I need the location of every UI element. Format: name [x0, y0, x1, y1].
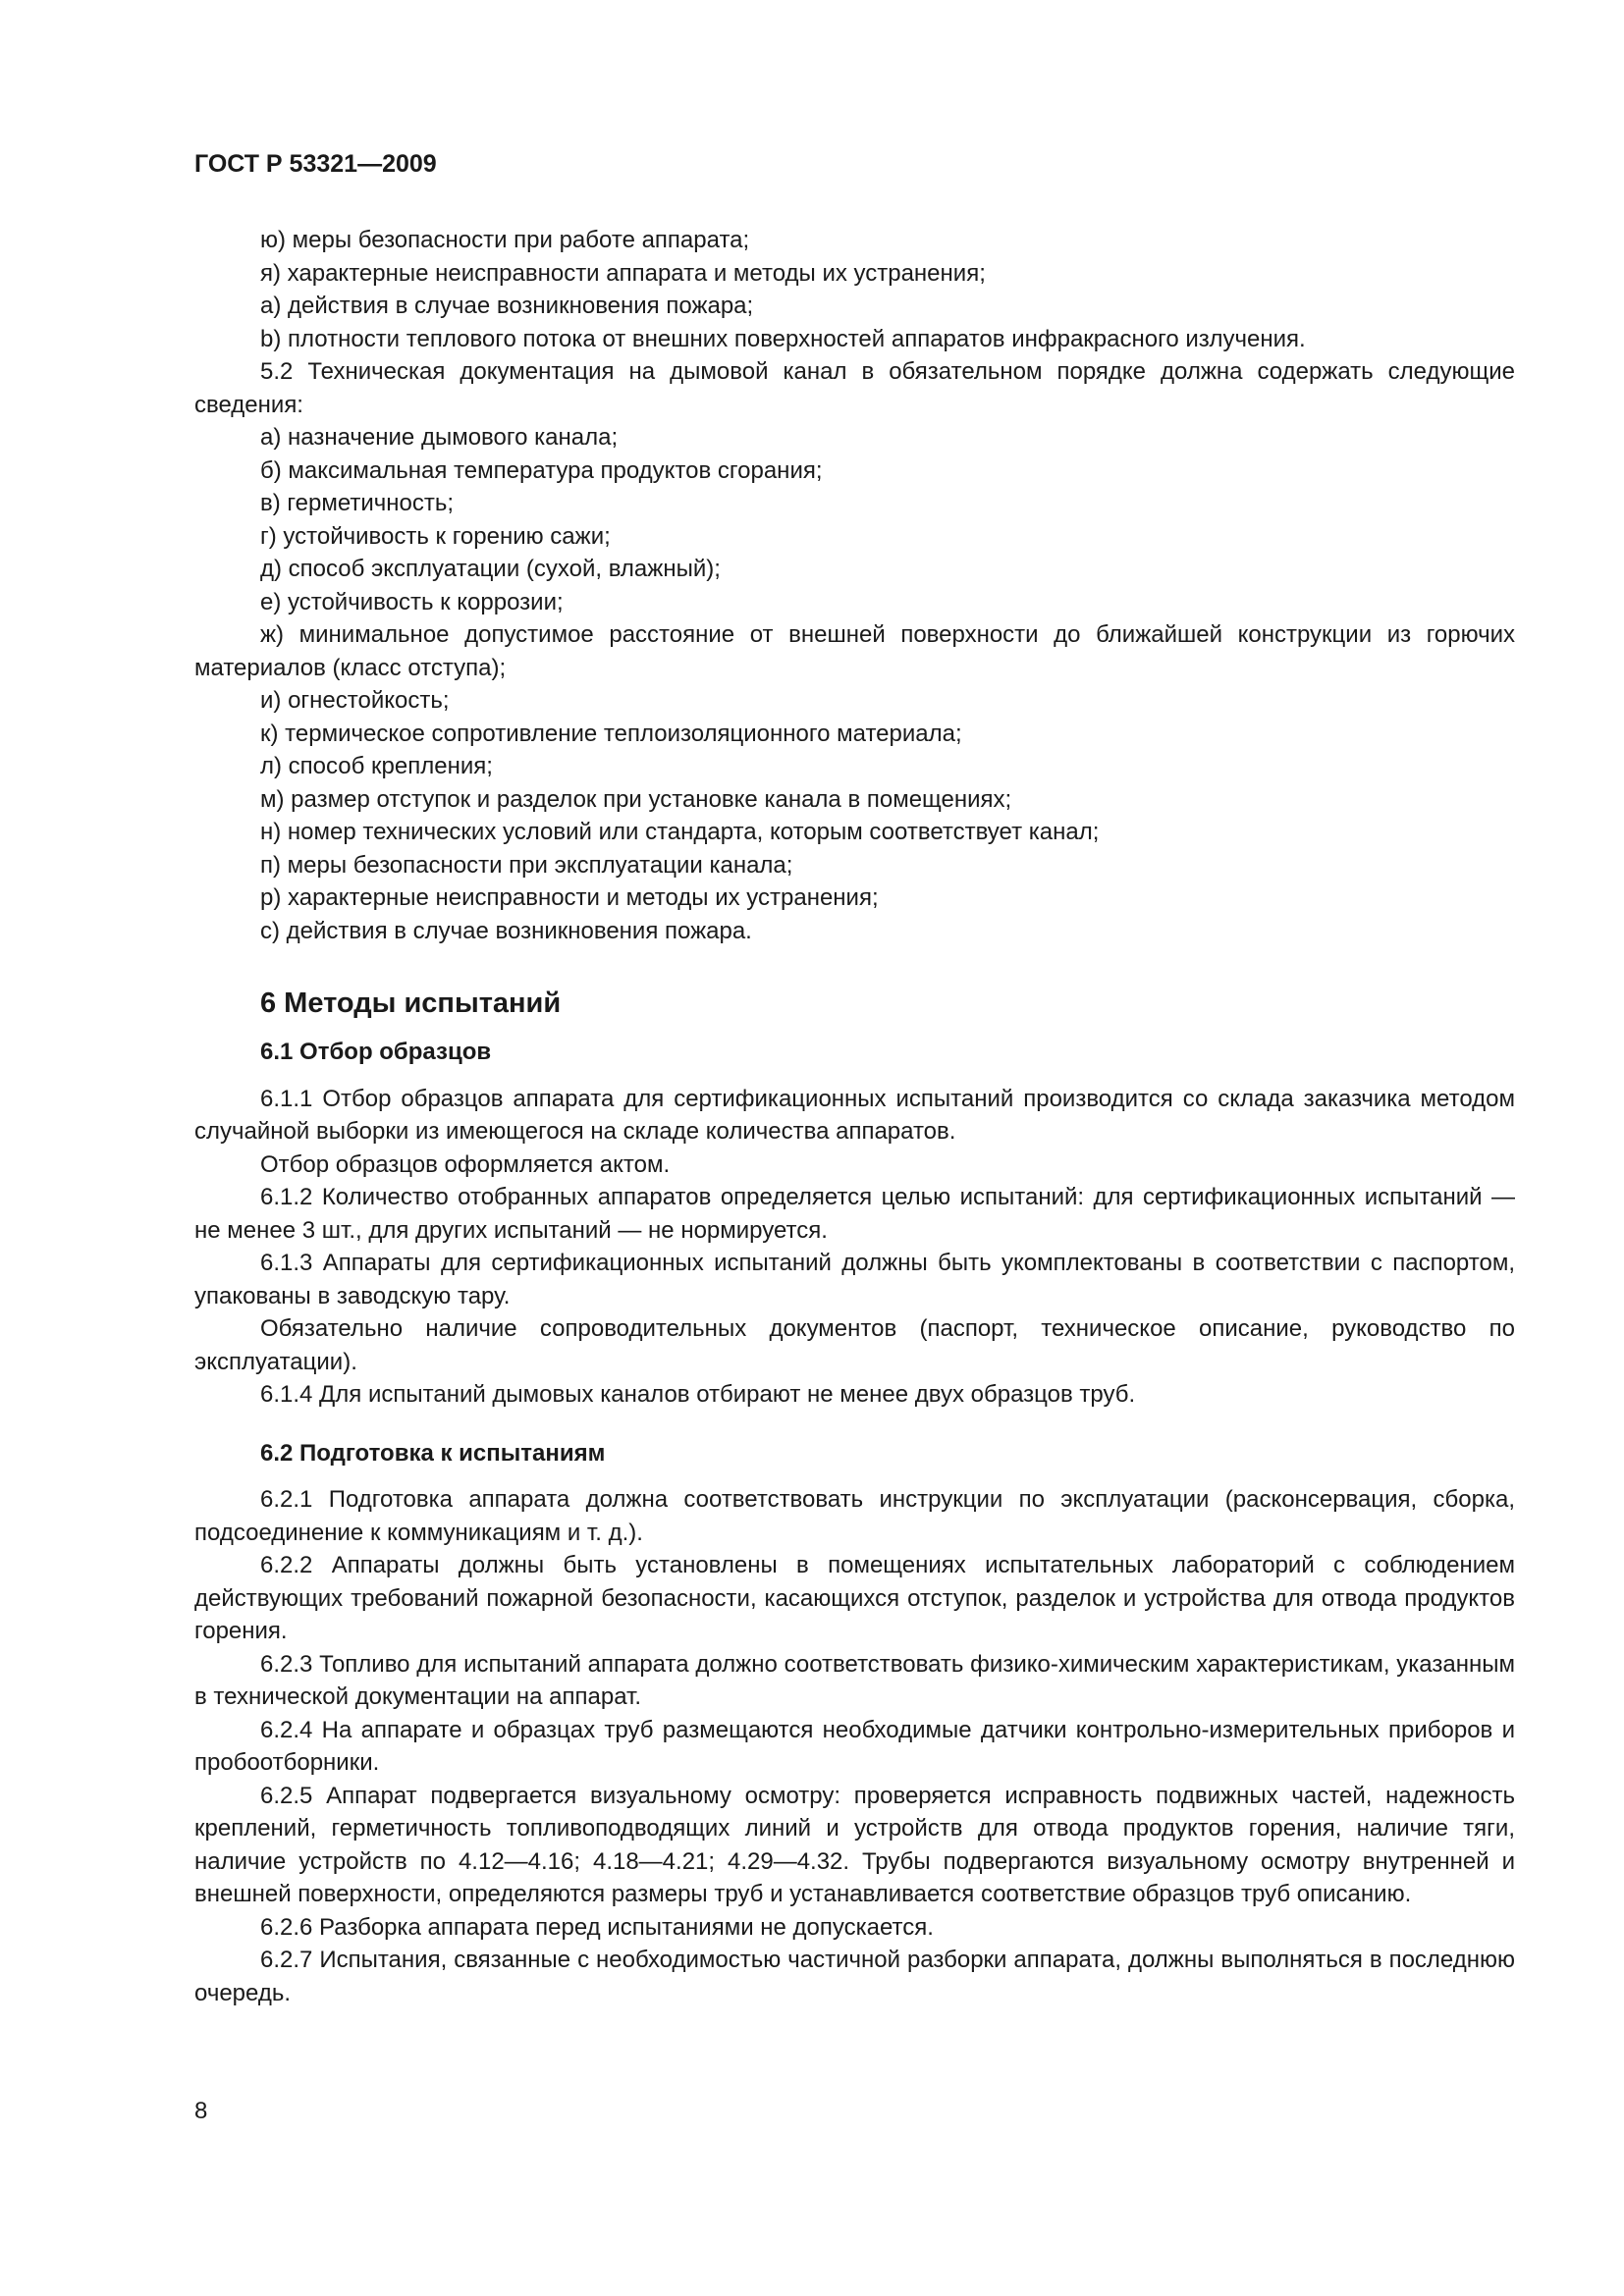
list-item: к) термическое сопротивление теплоизоляционного материала; — [260, 720, 962, 747]
paragraph: 6.2.3 Топливо для испытаний аппарата должно соответствовать физико-химическим характеристикам, указанным в технической документации на аппарат. — [194, 1650, 1515, 1710]
subsection-heading: 6.2 Подготовка к испытаниям — [260, 1439, 606, 1467]
paragraph: 6.2.5 Аппарат подвергается визуальному осмотру: проверяется исправность подвижных частей, надежность креплений, герметичность топливоподводящих линий и устройств для отвода продуктов горения, наличие тяги, наличие устройств по 4.12—4.16; 4.18—4.21; 4.29—4.32. Трубы подвергаются визуальному осмотру внутренней и внешней поверхности, определяются размеры труб и устанавливается соответствие образцов труб описанию. — [194, 1782, 1515, 1907]
paragraph: 6.1.4 Для испытаний дымовых каналов отбирают не менее двух образцов труб. — [260, 1381, 1136, 1408]
section-heading: 6 Методы испытаний — [260, 988, 562, 1019]
list-item: л) способ крепления; — [260, 753, 493, 779]
paragraph: 6.2.4 На аппарате и образцах труб размещаются необходимые датчики контрольно-измерительных приборов и пробоотборники. — [194, 1716, 1515, 1776]
paragraph: 6.1.1 Отбор образцов аппарата для сертификационных испытаний производится со склада заказчика методом случайной выборки из имеющегося на складе количества аппаратов. — [194, 1085, 1515, 1145]
list-item: ю) меры безопасности при работе аппарата; — [260, 227, 750, 253]
list-item: ж) минимальное допустимое расстояние от внешней поверхности до ближайшей конструкции из горючих материалов (класс отступа); — [194, 621, 1515, 681]
paragraph-5-2: 5.2 Техническая документация на дымовой канал в обязательном порядке должна содержать следующие сведения: — [194, 358, 1515, 418]
list-item: a) действия в случае возникновения пожара; — [260, 293, 754, 319]
list-item: р) характерные неисправности и методы их устранения; — [260, 884, 879, 911]
list-item: я) характерные неисправности аппарата и методы их устранения; — [260, 259, 986, 287]
list-item: b) плотности теплового потока от внешних поверхностей аппаратов инфракрасного излучения. — [260, 325, 1306, 352]
list-item: в) герметичность; — [260, 490, 455, 516]
list-item: и) огнестойкость; — [260, 687, 450, 714]
paragraph: 6.1.2 Количество отобранных аппаратов определяется целью испытаний: для сертификационных испытаний — не менее 3 шт., для других испытаний — не нормируется. — [194, 1184, 1515, 1244]
list-item: н) номер технических условий или стандарта, которым соответствует канал; — [260, 819, 1100, 845]
list-item: е) устойчивость к коррозии; — [260, 588, 564, 615]
paragraph: Обязательно наличие сопроводительных документов (паспорт, техническое описание, руководство по эксплуатации). — [194, 1315, 1515, 1375]
subsection-heading: 6.1 Отбор образцов — [260, 1039, 492, 1065]
paragraph: Отбор образцов оформляется актом. — [260, 1150, 671, 1178]
list-item: м) размер отступок и разделок при установке канала в помещениях; — [260, 785, 1012, 813]
list-item: с) действия в случае возникновения пожара. — [260, 917, 752, 944]
paragraph: 6.1.3 Аппараты для сертификационных испытаний должны быть укомплектованы в соответствии с паспортом, упакованы в заводскую тару. — [194, 1250, 1515, 1309]
list-item: д) способ эксплуатации (сухой, влажный); — [260, 556, 721, 582]
list-item: а) назначение дымового канала; — [260, 424, 619, 451]
paragraph: 6.2.7 Испытания, связанные с необходимостью частичной разборки аппарата, должны выполняться в последнюю очередь. — [194, 1947, 1515, 2006]
page-body — [194, 224, 1515, 2009]
paragraph: 6.2.2 Аппараты должны быть установлены в помещениях испытательных лабораторий с соблюдением действующих требований пожарной безопасности, касающихся отступок, разделок и устройства для отвода продуктов горения. — [194, 1552, 1515, 1644]
document-designation: ГОСТ Р 53321—2009 — [194, 150, 437, 178]
paragraph: 6.2.6 Разборка аппарата перед испытаниями не допускается. — [260, 1913, 934, 1941]
list-item: п) меры безопасности при эксплуатации канала; — [260, 851, 793, 879]
list-item: г) устойчивость к горению сажи; — [260, 522, 611, 550]
page-number: 8 — [194, 2098, 208, 2124]
list-item: б) максимальная температура продуктов сгорания; — [260, 456, 823, 484]
paragraph: 6.2.1 Подготовка аппарата должна соответствовать инструкции по эксплуатации (расконсервация, сборка, подсоединение к коммуникациям и т. д.). — [194, 1486, 1515, 1546]
